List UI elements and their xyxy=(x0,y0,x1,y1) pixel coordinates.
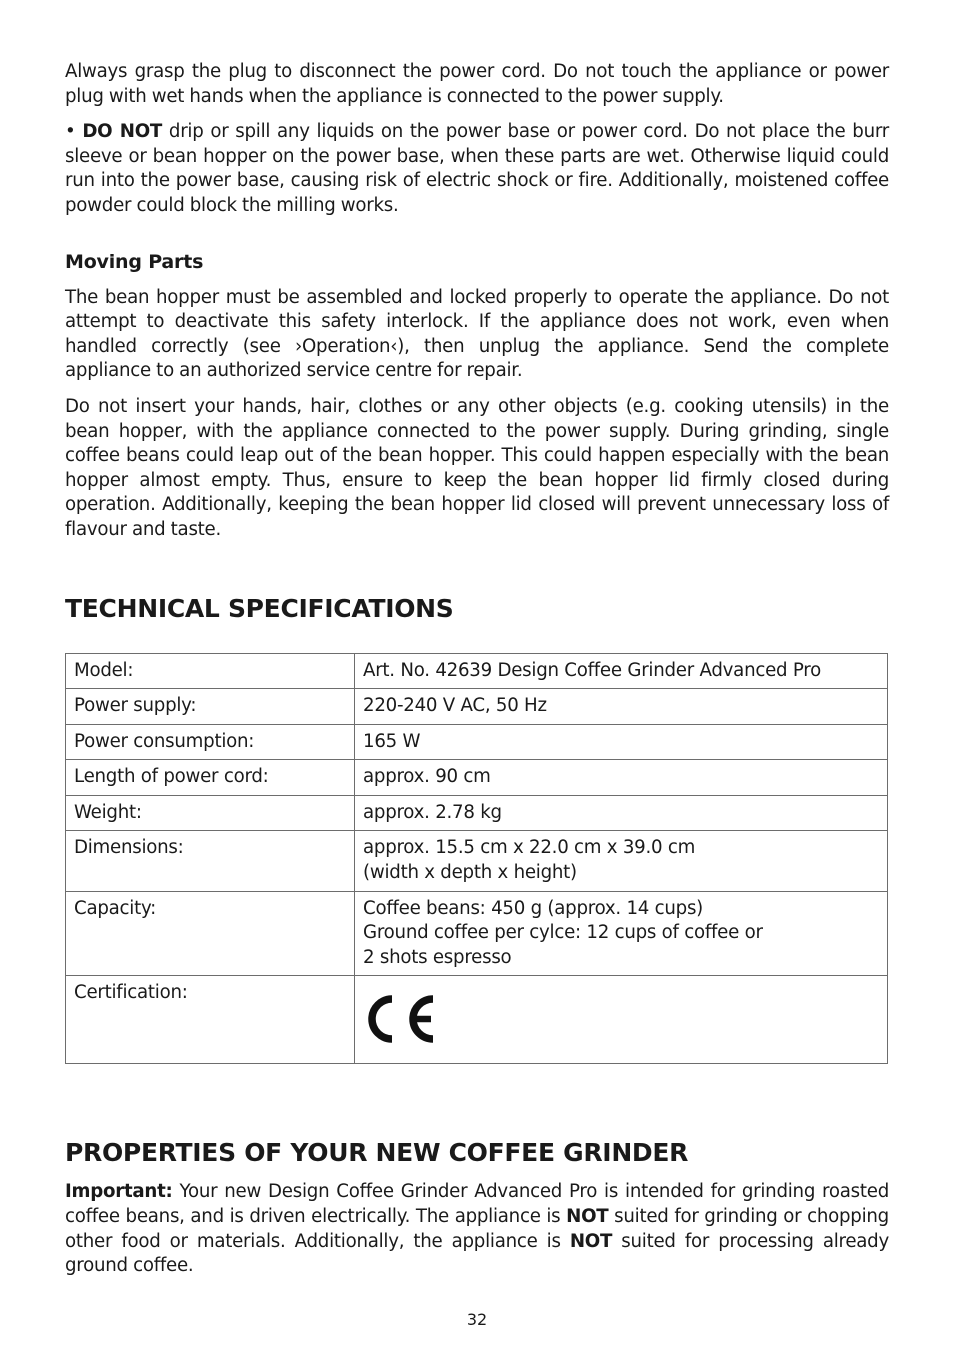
page-number: 32 xyxy=(466,1310,488,1329)
table-row xyxy=(66,976,888,1064)
not-emphasis-2: NOT xyxy=(569,1230,613,1252)
moving-parts-heading: Moving Parts xyxy=(65,250,204,273)
bullet-emphasis: DO NOT xyxy=(82,121,163,143)
spec-value: Coffee beans: 450 g (approx. 14 cups) Ground coffee per cylce: 12 cups of coffee or 2 shots espresso xyxy=(355,891,888,976)
spec-value-certification xyxy=(355,976,888,1064)
intro-paragraph: Always grasp the plug to disconnect the power cord. Do not touch the appliance or power plug with wet hands when the appliance is connected to the power supply. xyxy=(65,61,889,107)
spec-value: approx. 15.5 cm x 22.0 cm x 39.0 cm (width x depth x height) xyxy=(355,831,888,891)
table-row xyxy=(66,724,888,760)
properties-paragraph xyxy=(65,1180,889,1278)
bullet-item xyxy=(65,120,889,218)
specs-table xyxy=(65,653,888,1065)
spec-label: Length of power cord: xyxy=(66,760,355,796)
spec-label: Power supply: xyxy=(66,689,355,725)
spec-value: Art. No. 42639 Design Coffee Grinder Advanced Pro xyxy=(355,653,888,689)
table-row xyxy=(66,653,888,689)
table-row xyxy=(66,891,888,976)
table-row xyxy=(66,760,888,796)
table-row xyxy=(66,831,888,891)
properties-text-1: Your new Design Coffee Grinder Advanced Pro is intended for grinding roasted coffee beans, and is driven electrically. The appliance is xyxy=(65,1181,889,1228)
spec-label: Capacity: xyxy=(66,891,355,976)
bullet-symbol: • xyxy=(65,121,76,143)
manual-page xyxy=(65,60,889,1279)
properties-heading: PROPERTIES OF YOUR NEW COFFEE GRINDER xyxy=(65,1138,689,1168)
spec-label: Certification: xyxy=(66,976,355,1064)
specs-heading: TECHNICAL SPECIFICATIONS xyxy=(65,593,454,623)
spec-label: Dimensions: xyxy=(66,831,355,891)
table-row xyxy=(66,689,888,725)
important-label: Important: xyxy=(65,1181,173,1203)
ce-mark-icon xyxy=(365,995,437,1043)
spec-value: 220-240 V AC, 50 Hz xyxy=(355,689,888,725)
moving-parts-paragraph-2: Do not insert your hands, hair, clothes or any other objects (e.g. cooking utensils) in the bean hopper, with the appliance connected to the power supply. During grinding, single coffee beans could leap out of the bean hopper. This could happen especially with the bean hopper almost empty. Thus, ensure to keep the bean hopper lid firmly closed during operation. Additionally, keeping the bean hopper lid closed will prevent unnecessary loss of flavour and taste. xyxy=(65,395,889,540)
properties-text-3: suited for processing already ground coffee. xyxy=(65,1230,889,1277)
not-emphasis-1: NOT xyxy=(566,1206,609,1228)
spec-label: Model: xyxy=(66,653,355,689)
properties-text-2: suited for grinding or chopping other food or materials. Additionally, the appliance is xyxy=(65,1206,889,1252)
spec-value: 165 W xyxy=(355,724,888,760)
spec-label: Power consumption: xyxy=(66,724,355,760)
moving-parts-paragraph-1: The bean hopper must be assembled and locked properly to operate the appliance. Do not attempt to deactivate this safety interlock. If the appliance does not work, even when handled correctly (see ›Operation‹), then unplug the appliance. Send the complete appliance to an authorized service centre for repair. xyxy=(65,286,889,382)
spec-value: approx. 90 cm xyxy=(355,760,888,796)
table-row xyxy=(66,795,888,831)
bullet-text: drip or spill any liquids on the power base or power cord. Do not place the burr sleeve or bean hopper on the power base, when these parts are wet. Otherwise liquid could run into the power base, causing risk of electric shock or fire. Additionally, moistened coffee powder could block the milling works. xyxy=(65,121,890,216)
spec-label: Weight: xyxy=(66,795,355,831)
spec-value: approx. 2.78 kg xyxy=(355,795,888,831)
